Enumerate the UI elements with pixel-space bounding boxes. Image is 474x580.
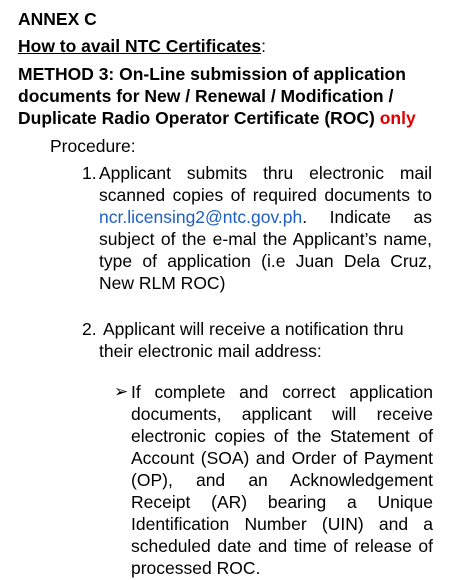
step-1-body — [99, 162, 432, 294]
bullet-line-4: Account (SOA) and Order of Payment — [131, 448, 433, 468]
bullet-body — [131, 381, 433, 579]
bullet-line-9: processed ROC. — [131, 558, 261, 578]
procedure-text: Procedure: — [50, 136, 136, 156]
method-text-2: documents for New / Renewal / Modification / — [18, 86, 394, 106]
how-to-colon: : — [261, 36, 266, 56]
step-2-line-2 — [99, 340, 322, 362]
how-to-heading — [18, 35, 266, 57]
bullet-line-7: Identification Number (UIN) and a — [131, 514, 433, 534]
step-1-line-6: New RLM ROC) — [99, 273, 226, 293]
method-line-3 — [18, 107, 416, 129]
step-1-number — [82, 162, 97, 184]
step-2-line-1 — [103, 318, 404, 340]
step-2-number — [82, 318, 97, 340]
bullet-line-3: electronic copies of the Statement of — [131, 426, 433, 446]
method-text-1: METHOD 3: On-Line submission of application — [18, 64, 406, 84]
step-1-line-3 — [99, 206, 432, 228]
step-2-line-2-text: their electronic mail address: — [99, 341, 322, 361]
annex-heading — [18, 8, 97, 30]
bullet-line-8: scheduled date and time of release of — [131, 536, 433, 556]
step-1-line-3-rest: . Indicate as — [302, 207, 432, 227]
step-1-line-1: Applicant submits thru electronic mail — [99, 163, 432, 183]
method-emphasis-only: only — [379, 108, 416, 128]
arrow-bullet-icon: ➢ — [114, 382, 129, 401]
step-1-line-4: subject of the e-mal the Applicant’s name, — [99, 229, 432, 249]
email-link[interactable]: ncr.licensing2@ntc.gov.ph — [99, 207, 303, 227]
step-1-number-text: 1. — [82, 163, 97, 183]
method-line-1 — [18, 63, 406, 85]
method-text-3: Duplicate Radio Operator Certificate (ROC) — [18, 108, 380, 128]
step-2-line-1-text: Applicant will receive a notification thru — [103, 319, 404, 339]
bullet-line-2: documents, applicant will receive — [131, 404, 433, 424]
step-1-line-2: scanned copies of required documents to — [99, 185, 432, 205]
step-2-number-text: 2. — [82, 319, 97, 339]
method-line-2 — [18, 85, 393, 107]
bullet-line-6: Receipt (AR) bearing a Unique — [131, 492, 433, 512]
bullet-line-1: If complete and correct application — [131, 382, 433, 402]
bullet-line-5: (OP), and an Acknowledgement — [131, 470, 433, 490]
step-1-line-5: type of application (i.e Juan Dela Cruz, — [99, 251, 432, 271]
how-to-label: How to avail NTC Certificates — [18, 36, 262, 56]
procedure-label — [50, 135, 136, 157]
annex-label: ANNEX C — [18, 9, 97, 29]
